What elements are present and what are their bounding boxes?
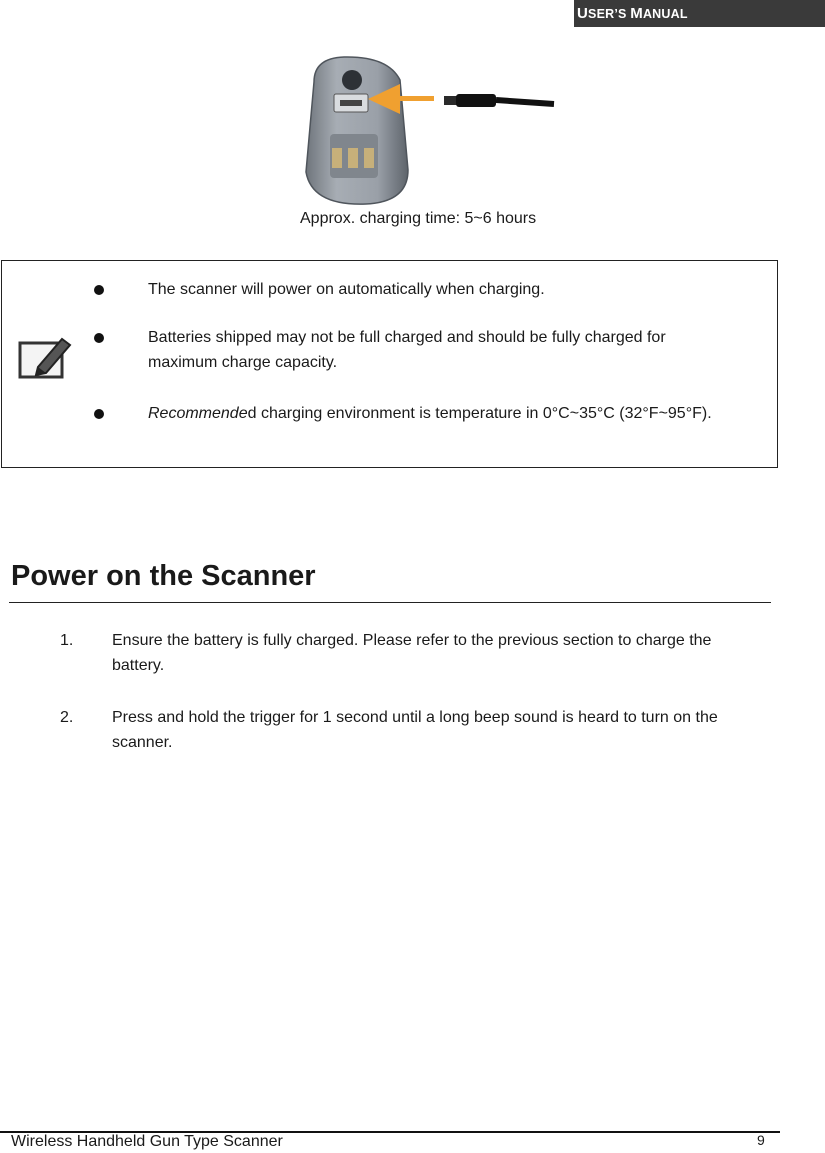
bullet-icon [94,409,104,419]
figure-caption: Approx. charging time: 5~6 hours [300,210,537,227]
header-label-second: M [630,5,643,22]
note-item-italic: Recommende [148,405,248,422]
section-title: Power on the Scanner [11,560,316,592]
scanner-base-image [306,57,408,204]
page-number: 9 [757,1132,765,1148]
header-label-first: U [577,5,589,22]
note-item-text: Batteries shipped may not be full charged and should be fully charged for maximum charge capacity. [148,329,666,371]
step-number: 2. [60,709,74,726]
bullet-icon [94,333,104,343]
usb-cable-image [444,94,554,107]
header-manual-tab [574,0,825,27]
footer-title: Wireless Handheld Gun Type Scanner [11,1133,283,1150]
header-label-ser: SER’S [588,7,631,21]
step-text: Ensure the battery is fully charged. Please refer to the previous section to charge the battery. [112,632,712,674]
note-box [1,260,778,468]
section-divider [9,602,771,603]
bullet-icon [94,285,104,295]
header-label-anual: ANUAL [642,7,688,21]
note-item-rest: d charging environment is temperature in 0°C~35°C (32°F~95°F). [247,405,712,422]
charging-figure [296,52,558,210]
note-item-text [148,401,728,426]
step-text: Press and hold the trigger for 1 second until a long beep sound is heard to turn on the scanner. [112,709,718,751]
note-pencil-icon [16,331,74,383]
step-number: 1. [60,632,74,649]
note-item-text: The scanner will power on automatically when charging. [148,281,545,298]
